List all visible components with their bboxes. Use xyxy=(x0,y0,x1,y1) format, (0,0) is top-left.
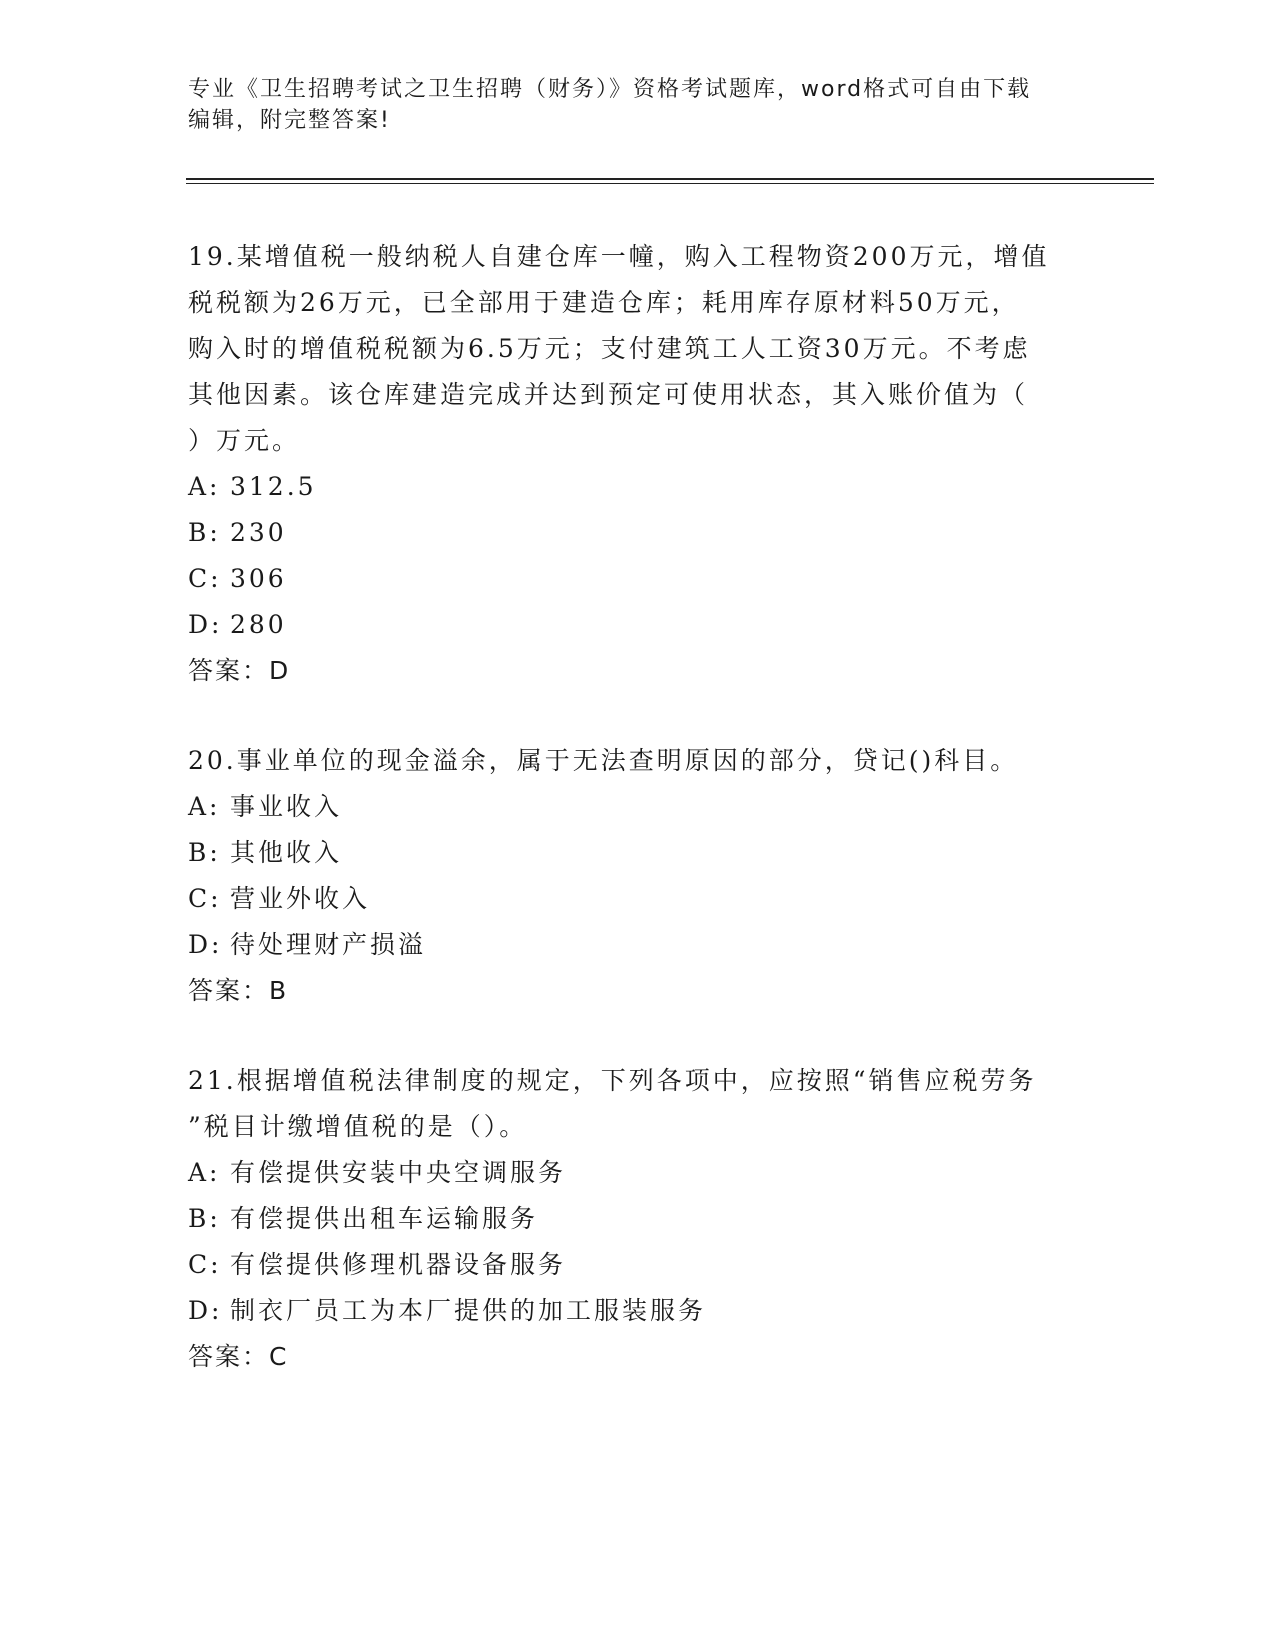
option-b xyxy=(188,1196,1088,1242)
question-stem xyxy=(188,1058,1088,1150)
option-c xyxy=(188,1242,1088,1288)
option-letter: B: xyxy=(188,518,221,547)
question-stem xyxy=(188,738,1088,784)
question-19 xyxy=(188,234,1088,694)
header-divider-thick xyxy=(186,178,1154,180)
header-line-1: 专业《卫生招聘考试之卫生招聘（财务）》资格考试题库，word格式可自由下载 xyxy=(188,77,1032,102)
option-letter: C: xyxy=(188,884,222,913)
option-d xyxy=(188,922,1088,968)
option-letter: C: xyxy=(188,564,222,593)
option-letter: A: xyxy=(188,1158,221,1187)
stem-line: 19.某增值税一般纳税人自建仓库一幢，购入工程物资200万元，增值 xyxy=(188,242,1050,271)
question-20 xyxy=(188,738,1088,1014)
header-divider-thin xyxy=(186,183,1154,184)
stem-line: 购入时的增值税税额为6.5万元；支付建筑工人工资30万元。不考虑 xyxy=(188,334,1031,363)
option-c xyxy=(188,876,1088,922)
option-a xyxy=(188,1150,1088,1196)
option-text: 营业外收入 xyxy=(230,884,371,913)
option-text: 280 xyxy=(230,610,287,639)
option-text: 其他收入 xyxy=(230,838,343,867)
option-b xyxy=(188,510,1088,556)
document-header xyxy=(188,74,1088,136)
option-text: 306 xyxy=(230,564,287,593)
stem-line: 21.根据增值税法律制度的规定，下列各项中，应按照“销售应税劳务 xyxy=(188,1066,1037,1095)
stem-line: 20.事业单位的现金溢余，属于无法查明原因的部分，贷记()科目。 xyxy=(188,746,1019,775)
option-text: 有偿提供修理机器设备服务 xyxy=(230,1250,567,1279)
option-a xyxy=(188,784,1088,830)
stem-line: ”税目计缴增值税的是（）。 xyxy=(188,1112,528,1141)
option-b xyxy=(188,830,1088,876)
option-letter: D: xyxy=(188,1296,223,1325)
option-letter: D: xyxy=(188,610,223,639)
stem-line: ）万元。 xyxy=(188,426,301,455)
option-text: 有偿提供出租车运输服务 xyxy=(230,1204,539,1233)
header-line-2: 编辑，附完整答案! xyxy=(188,108,391,133)
answer-line: 答案：C xyxy=(188,1342,289,1371)
option-letter: B: xyxy=(188,1204,221,1233)
answer-line: 答案：B xyxy=(188,976,289,1005)
question-21 xyxy=(188,1058,1088,1380)
option-letter: A: xyxy=(188,792,221,821)
option-text: 事业收入 xyxy=(230,792,343,821)
option-d xyxy=(188,1288,1088,1334)
option-c xyxy=(188,556,1088,602)
option-letter: D: xyxy=(188,930,223,959)
option-text: 有偿提供安装中央空调服务 xyxy=(230,1158,567,1187)
stem-line: 其他因素。该仓库建造完成并达到预定可使用状态，其入账价值为（ xyxy=(188,380,1029,409)
option-text: 312.5 xyxy=(230,472,317,501)
option-a xyxy=(188,464,1088,510)
option-text: 待处理财产损溢 xyxy=(230,930,427,959)
option-letter: C: xyxy=(188,1250,222,1279)
answer-line: 答案：D xyxy=(188,656,291,685)
question-stem xyxy=(188,234,1088,464)
option-d xyxy=(188,602,1088,648)
option-text: 230 xyxy=(230,518,287,547)
stem-line: 税税额为26万元，已全部用于建造仓库；耗用库存原材料50万元， xyxy=(188,288,1020,317)
option-letter: A: xyxy=(188,472,221,501)
option-letter: B: xyxy=(188,838,221,867)
option-text: 制衣厂员工为本厂提供的加工服装服务 xyxy=(230,1296,707,1325)
